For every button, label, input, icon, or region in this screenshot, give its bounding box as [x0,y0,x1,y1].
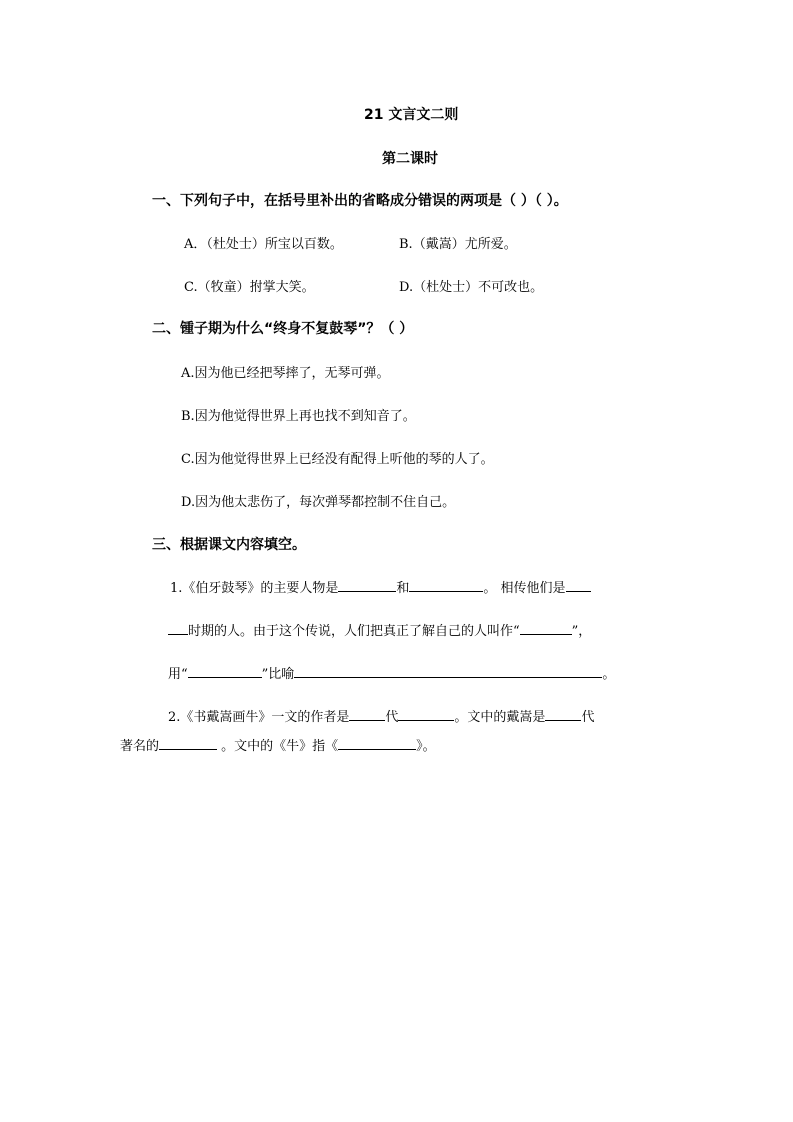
section2-option-b [181,405,416,424]
fill-blank-character2[interactable] [409,579,483,592]
option-label: C. [181,452,195,467]
section3-question: 三、根据课文内容填空。 [152,537,306,553]
section3-item1-line3 [168,663,615,682]
fill-blank-daisong-dynasty[interactable] [545,708,581,721]
item1-text: ”比喻 [261,667,295,682]
section3-item2-line1 [168,706,594,725]
fill-blank-author-dynasty[interactable] [349,708,385,721]
section2-option-a [181,362,390,381]
option-label: D. [399,280,414,295]
document-title: 21 文言文二则 [364,107,459,123]
section1-option-d [399,276,543,295]
section1-question: 一、下列句子中，在括号里补出的省略成分错误的两项是（ ）（ ）。 [152,193,568,209]
section3-item1-line2 [168,620,591,639]
item1-text: 时期的人。由于这个传说，人们把真正了解自己的人叫作“ [188,624,520,639]
section3-item2-line2 [120,735,436,754]
item2-text: 》。 [416,739,436,754]
option-label: C. [184,280,198,295]
option-label: D. [181,495,196,510]
item2-text: 。文中的戴嵩是 [454,710,546,725]
section1-option-a [184,233,343,252]
section3-item1-line1 [170,577,591,596]
item1-text: 。 相传他们是 [483,581,566,596]
fill-blank-term[interactable] [520,622,572,635]
item1-text: 1.《伯牙鼓琴》的主要人物是 [170,581,339,596]
section1-option-c [184,276,315,295]
item2-text: 代 [385,710,399,725]
option-text: （杜处士）不可改也。 [413,280,544,295]
option-text: 因为他觉得世界上已经没有配得上听他的琴的人了。 [194,452,494,467]
section1-option-b [399,233,517,252]
fill-blank-character1[interactable] [338,579,396,592]
item2-text: 代 [581,710,595,725]
option-text: 因为他觉得世界上再也找不到知音了。 [194,409,416,424]
item2-text: 著名的 [120,739,160,754]
option-text: 因为他已经把琴摔了，无琴可弹。 [194,366,390,381]
option-label: B. [181,409,195,424]
item1-text: ”， [571,624,592,639]
section2-question: 二、锺子期为什么“终身不复鼓琴”？（ ） [152,321,414,337]
fill-blank-author-name[interactable] [398,708,454,721]
option-text: （戴嵩）尤所爱。 [412,237,517,252]
fill-blank-era-part1[interactable] [566,579,591,592]
section2-option-c [181,448,494,467]
fill-blank-meaning[interactable] [294,665,602,678]
option-label: A． [184,237,207,252]
option-label: A. [181,366,195,381]
item2-text: 2.《书戴嵩画牛》一文的作者是 [168,710,350,725]
fill-blank-idiom[interactable] [188,665,262,678]
document-subtitle: 第二课时 [382,151,438,167]
item1-text: 用“ [168,667,188,682]
fill-blank-painting[interactable] [338,737,416,750]
item1-text: 和 [396,581,410,596]
option-text: 因为他太悲伤了，每次弹琴都控制不住自己。 [195,495,456,510]
fill-blank-era-part2[interactable] [168,622,188,635]
item2-text: 。文中的《牛》指《 [217,739,339,754]
section2-option-d [181,491,455,510]
option-label: B. [399,237,413,252]
item1-text: 。 [602,667,616,682]
fill-blank-profession[interactable] [159,737,217,750]
option-text: （牧童）拊掌大笑。 [197,280,315,295]
option-text: （杜处士）所宝以百数。 [206,237,343,252]
